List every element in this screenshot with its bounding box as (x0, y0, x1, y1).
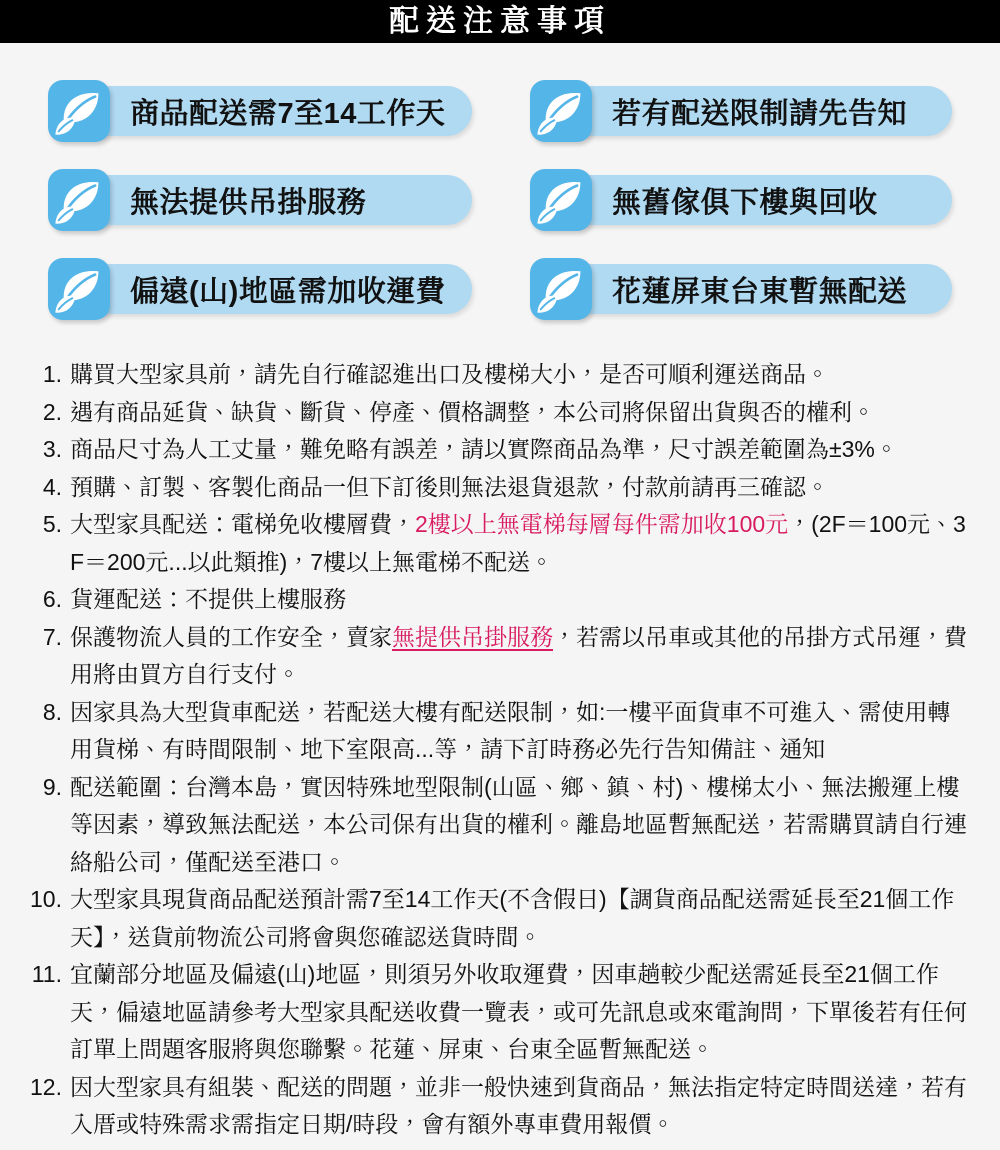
note-text-segment: 遇有商品延貨、缺貨、斷貨、停產、價格調整，本公司將保留出貨與否的權利。 (70, 398, 875, 425)
list-item-number: 10. (30, 886, 62, 912)
note-highlight-segment: 2樓以上無電梯每層每件需加收100元 (415, 511, 789, 537)
badge-label: 若有配送限制請先告知 (612, 97, 908, 130)
list-item (22, 581, 970, 619)
list-item-text (70, 956, 970, 1069)
list-item (22, 394, 970, 432)
delivery-badge (48, 169, 472, 231)
list-item-text (70, 356, 970, 394)
list-item-number: 3. (42, 436, 62, 462)
note-text-segment: 購買大型家具前，請先自行確認進出口及樓梯大小，是否可順利運送商品。 (70, 361, 829, 387)
list-item-text (70, 581, 970, 619)
note-text-segment: ，(2F＝100元、3F＝200元...以此類推)，7樓以上無電梯不配送。 (70, 511, 966, 575)
note-text-segment: 預購、訂製、客製化商品一但下訂後則無法退貨退款，付款前請再三確認。 (70, 473, 829, 500)
list-item-number: 4. (42, 473, 62, 500)
leaf-icon (48, 169, 110, 231)
note-text-segment: 大型家具現貨商品配送預計需7至14工作天(不含假日)【調貨商品配送需延長至21個工作天】，送貨前物流公司將會與您確認送貨時間。 (70, 886, 955, 950)
list-item-text (70, 394, 970, 432)
badge-grid (0, 43, 1000, 320)
list-item-text (70, 506, 970, 581)
leaf-icon (530, 80, 592, 142)
delivery-notice-header (0, 0, 1000, 43)
list-item (22, 956, 970, 1069)
list-item (22, 881, 970, 956)
badge-pill (560, 264, 952, 314)
badge-label: 無法提供吊掛服務 (130, 186, 367, 219)
list-item-number: 8. (42, 698, 62, 725)
list-item-number: 11. (31, 961, 62, 987)
badge-label: 花蓮屏東台東暫無配送 (612, 275, 908, 308)
list-item-number: 1. (42, 361, 62, 387)
leaf-icon (48, 258, 110, 320)
list-item-number: 5. (42, 511, 62, 537)
list-item-text (70, 694, 970, 769)
list-item-text (70, 769, 970, 882)
note-text-segment: 商品尺寸為人工丈量，難免略有誤差，請以實際商品為準，尺寸誤差範圍為±3%。 (70, 436, 898, 462)
delivery-badge (530, 169, 952, 231)
note-text-segment: 因大型家具有組裝、配送的問題，並非一般快速到貨商品，無法指定特定時間送達，若有入厝或特殊需求需指定日期/時段，會有額外專車費用報價。 (70, 1073, 967, 1137)
list-item-number: 6. (42, 586, 62, 612)
note-highlight-segment: 無提供吊掛服務 (392, 623, 553, 650)
note-text-segment: 配送範圍：台灣本島，實因特殊地型限制(山區、鄉、鎮、村)、樓梯太小、無法搬運上樓等因素，導致無法配送，本公司保有出貨的權利。離島地區暫無配送，若需購買請自行連絡船公司，僅配送至港口。 (70, 773, 967, 875)
note-text-segment: 宜蘭部分地區及偏遠(山)地區，則須另外收取運費，因車趟較少配送需延長至21個工作天，偏遠地區請參考大型家具配送收費一覽表，或可先訊息或來電詢問，下單後若有任何訂單上問題客服將與您聯繫。花蓮、屏東、台東全區暫無配送。 (70, 961, 967, 1062)
list-item-number: 12. (30, 1073, 62, 1100)
list-item (22, 694, 970, 769)
leaf-icon (48, 80, 110, 142)
delivery-badge (530, 258, 952, 320)
badge-label: 商品配送需7至14工作天 (130, 97, 446, 130)
badge-pill (78, 86, 472, 136)
list-item-number: 2. (42, 398, 62, 425)
list-item (22, 431, 970, 469)
badge-label: 無舊傢俱下樓與回收 (612, 186, 878, 219)
badge-pill (78, 264, 472, 314)
list-item (22, 769, 970, 882)
list-item (22, 1069, 970, 1144)
list-item (22, 619, 970, 694)
list-item-text (70, 1069, 970, 1144)
list-item-text (70, 619, 970, 694)
delivery-badge (48, 80, 472, 142)
list-item (22, 506, 970, 581)
delivery-notes-list (0, 356, 1000, 1144)
list-item-text (70, 469, 970, 507)
list-item (22, 469, 970, 507)
note-text-segment: 保護物流人員的工作安全，賣家 (70, 623, 392, 650)
badge-pill (78, 175, 472, 225)
leaf-icon (530, 258, 592, 320)
note-text-segment: ，若需以吊車或其他的吊掛方式吊運，費用將由買方自行支付。 (70, 623, 967, 687)
list-item-number: 9. (42, 773, 62, 800)
list-item-text (70, 431, 970, 469)
list-item (22, 356, 970, 394)
page-title: 配送注意事項 (389, 5, 611, 38)
badge-pill (560, 86, 952, 136)
leaf-icon (530, 169, 592, 231)
list-item-number: 7. (42, 623, 62, 650)
list-item-text (70, 881, 970, 956)
note-text-segment: 因家具為大型貨車配送，若配送大樓有配送限制，如:一樓平面貨車不可進入、需使用轉用貨梯、有時間限制、地下室限高...等，請下訂時務必先行告知備註、通知 (70, 698, 951, 762)
delivery-badge (48, 258, 472, 320)
note-text-segment: 貨運配送：不提供上樓服務 (70, 586, 346, 612)
badge-pill (560, 175, 952, 225)
delivery-badge (530, 80, 952, 142)
badge-label: 偏遠(山)地區需加收運費 (130, 275, 446, 308)
note-text-segment: 大型家具配送：電梯免收樓層費， (70, 511, 415, 537)
